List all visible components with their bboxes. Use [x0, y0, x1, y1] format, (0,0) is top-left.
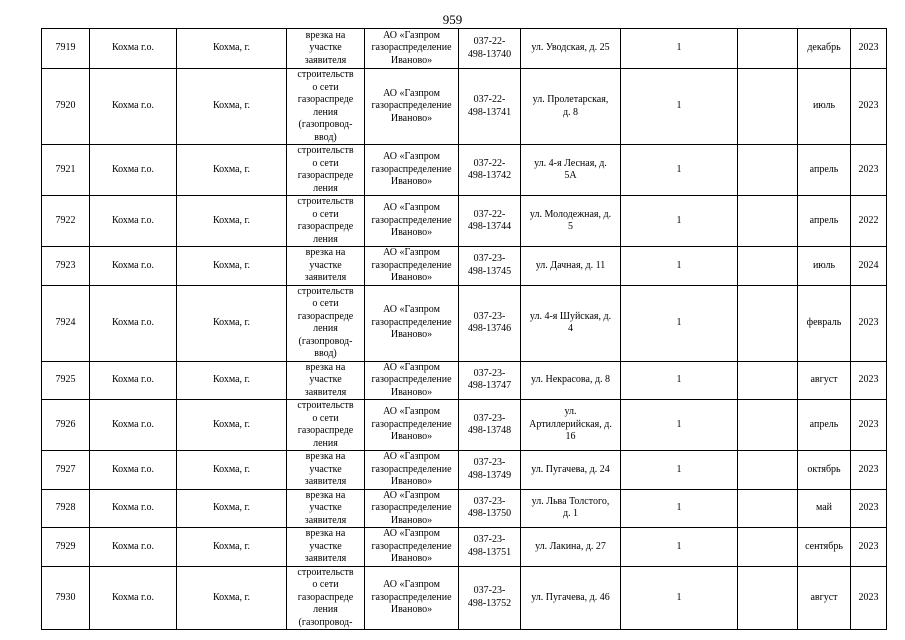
work-type-cell-text: врезка на участке заявителя — [304, 29, 347, 66]
work-type-cell — [287, 29, 365, 69]
address-cell-text: ул. 4-я Шуйская, д. 4 — [529, 310, 612, 334]
work-type-cell — [287, 566, 365, 630]
quantity-cell — [621, 69, 738, 145]
quantity-cell-text: 1 — [676, 502, 682, 513]
num-cell — [42, 29, 90, 69]
month-cell — [798, 145, 851, 196]
month-cell-text: август — [810, 374, 838, 385]
month-cell-text: февраль — [806, 316, 842, 328]
organization-cell-text: АО «Газпром газораспределение Иваново» — [371, 247, 452, 283]
year-cell-text: 2023 — [858, 591, 879, 603]
address-cell-text: ул. Лакина, д. 27 — [535, 540, 606, 552]
num-cell — [42, 285, 90, 361]
address-cell — [521, 451, 621, 490]
quantity-cell — [621, 528, 738, 567]
month-cell-text: сентябрь — [805, 540, 843, 552]
quantity-cell-text: 1 — [676, 42, 682, 54]
settlement-cell-text: Кохма, г. — [212, 163, 251, 175]
settlement-cell-text: Кохма, г. — [212, 214, 251, 226]
month-cell-text: октябрь — [807, 463, 841, 475]
extra-cell — [738, 285, 798, 361]
organization-cell — [365, 247, 459, 286]
num-cell-text: 7924 — [55, 316, 76, 328]
work-type-cell — [287, 247, 365, 286]
extra-cell — [738, 69, 798, 145]
address-cell — [521, 489, 621, 528]
settlement-cell-text: Кохма, г. — [212, 418, 251, 430]
work-type-cell-text: строительств о сети газораспреде ления — [297, 145, 354, 194]
code-cell — [459, 566, 521, 630]
code-cell-text: 037-23- 498-13748 — [467, 412, 512, 436]
district-cell-text: Кохма г.о. — [111, 418, 155, 430]
year-cell-text: 2023 — [858, 374, 879, 385]
organization-cell-text: АО «Газпром газораспределение Иваново» — [371, 579, 452, 615]
month-cell-text: апрель — [809, 214, 839, 226]
num-cell-text: 7930 — [55, 591, 76, 603]
address-cell-text: ул. Уводская, д. 25 — [531, 42, 610, 54]
address-cell — [521, 566, 621, 630]
num-cell — [42, 566, 90, 630]
quantity-cell — [621, 285, 738, 361]
year-cell-text: 2023 — [858, 418, 879, 430]
num-cell-text: 7925 — [55, 374, 76, 385]
table-row — [42, 451, 887, 490]
quantity-cell-text: 1 — [676, 540, 682, 552]
settlement-cell — [177, 528, 287, 567]
settlement-cell — [177, 451, 287, 490]
district-cell-text: Кохма г.о. — [111, 540, 155, 552]
year-cell-text: 2023 — [858, 100, 879, 112]
num-cell — [42, 196, 90, 247]
address-cell-text: ул. 4-я Лесная, д. 5А — [534, 157, 607, 181]
district-cell — [90, 196, 177, 247]
code-cell-text: 037-23- 498-13746 — [467, 310, 512, 334]
organization-cell — [365, 145, 459, 196]
num-cell — [42, 361, 90, 400]
work-type-cell — [287, 400, 365, 451]
organization-cell — [365, 489, 459, 528]
extra-cell — [738, 247, 798, 286]
code-cell-text: 037-22- 498-13740 — [467, 36, 512, 60]
work-type-cell — [287, 451, 365, 490]
year-cell — [851, 566, 887, 630]
month-cell — [798, 29, 851, 69]
table-body — [42, 29, 887, 630]
num-cell — [42, 69, 90, 145]
organization-cell-text: АО «Газпром газораспределение Иваново» — [371, 304, 452, 341]
num-cell-text: 7920 — [55, 100, 76, 112]
quantity-cell-text: 1 — [676, 591, 682, 603]
district-cell-text: Кохма г.о. — [111, 316, 155, 328]
year-cell — [851, 451, 887, 490]
quantity-cell — [621, 247, 738, 286]
month-cell-text: апрель — [809, 418, 839, 430]
code-cell-text: 037-23- 498-13750 — [467, 495, 512, 520]
code-cell — [459, 451, 521, 490]
organization-cell-text: АО «Газпром газораспределение Иваново» — [371, 202, 452, 239]
code-cell — [459, 145, 521, 196]
organization-cell — [365, 29, 459, 69]
month-cell — [798, 247, 851, 286]
district-cell-text: Кохма г.о. — [111, 591, 155, 603]
extra-cell — [738, 29, 798, 69]
organization-cell — [365, 69, 459, 145]
address-cell-text: ул. Льва Толстого, д. 1 — [531, 495, 610, 520]
district-cell-text: Кохма г.о. — [111, 163, 155, 175]
num-cell-text: 7929 — [55, 540, 76, 552]
settlement-cell — [177, 361, 287, 400]
code-cell-text: 037-23- 498-13749 — [467, 457, 512, 481]
year-cell — [851, 489, 887, 528]
organization-cell — [365, 400, 459, 451]
organization-cell-text: АО «Газпром газораспределение Иваново» — [371, 406, 452, 443]
year-cell-text: 2023 — [858, 463, 879, 475]
organization-cell — [365, 528, 459, 567]
quantity-cell — [621, 29, 738, 69]
district-cell — [90, 69, 177, 145]
year-cell-text: 2023 — [858, 42, 879, 54]
settlement-cell-text: Кохма, г. — [212, 100, 251, 112]
work-type-cell-text: врезка на участке заявителя — [304, 528, 347, 564]
year-cell-text: 2024 — [858, 259, 879, 271]
district-cell — [90, 145, 177, 196]
year-cell-text: 2023 — [858, 316, 879, 328]
organization-cell-text: АО «Газпром газораспределение Иваново» — [371, 451, 452, 487]
work-type-cell-text: строительств о сети газораспреде ления (газопровод- ввод) — [297, 285, 354, 359]
year-cell-text: 2023 — [858, 163, 879, 175]
settlement-cell — [177, 285, 287, 361]
organization-cell-text: АО «Газпром газораспределение Иваново» — [371, 29, 452, 66]
month-cell — [798, 528, 851, 567]
extra-cell — [738, 566, 798, 630]
settlement-cell-text: Кохма, г. — [212, 502, 251, 513]
code-cell — [459, 400, 521, 451]
extra-cell — [738, 451, 798, 490]
month-cell — [798, 361, 851, 400]
code-cell — [459, 196, 521, 247]
organization-cell-text: АО «Газпром газораспределение Иваново» — [371, 489, 452, 526]
num-cell-text: 7923 — [55, 259, 76, 271]
address-cell — [521, 528, 621, 567]
year-cell — [851, 247, 887, 286]
organization-cell — [365, 285, 459, 361]
month-cell — [798, 566, 851, 630]
settlement-cell-text: Кохма, г. — [212, 374, 251, 385]
address-cell-text: ул. Артиллерийская, д. 16 — [529, 406, 612, 443]
table-row — [42, 247, 887, 286]
organization-cell-text: АО «Газпром газораспределение Иваново» — [371, 361, 452, 398]
num-cell — [42, 451, 90, 490]
page-number: 959 — [442, 12, 463, 27]
work-type-cell-text: строительств о сети газораспреде ления — [297, 400, 354, 449]
quantity-cell-text: 1 — [676, 316, 682, 328]
code-cell — [459, 69, 521, 145]
district-cell-text: Кохма г.о. — [111, 259, 155, 271]
num-cell-text: 7927 — [55, 463, 76, 475]
district-cell — [90, 528, 177, 567]
work-type-cell — [287, 285, 365, 361]
num-cell-text: 7926 — [55, 418, 76, 430]
year-cell-text: 2023 — [858, 502, 879, 513]
month-cell-text: июль — [812, 100, 836, 112]
table-row — [42, 29, 887, 69]
work-type-cell — [287, 528, 365, 567]
code-cell-text: 037-22- 498-13744 — [467, 208, 512, 232]
table-row — [42, 489, 887, 528]
year-cell-text: 2023 — [858, 540, 879, 552]
settlement-cell — [177, 145, 287, 196]
code-cell-text: 037-23- 498-13745 — [467, 253, 512, 277]
year-cell — [851, 196, 887, 247]
settlement-cell — [177, 196, 287, 247]
year-cell — [851, 29, 887, 69]
address-cell-text: ул. Дачная, д. 11 — [535, 259, 606, 271]
district-cell — [90, 489, 177, 528]
district-cell-text: Кохма г.о. — [111, 463, 155, 475]
work-type-cell-text: строительств о сети газораспреде ления (газопровод- — [297, 566, 354, 628]
code-cell-text: 037-23- 498-13747 — [467, 367, 512, 392]
quantity-cell-text: 1 — [676, 418, 682, 430]
register-table — [41, 28, 887, 630]
extra-cell — [738, 361, 798, 400]
code-cell — [459, 247, 521, 286]
work-type-cell — [287, 196, 365, 247]
work-type-cell-text: строительств о сети газораспреде ления — [297, 196, 354, 245]
code-cell — [459, 528, 521, 567]
district-cell-text: Кохма г.о. — [111, 100, 155, 112]
num-cell-text: 7921 — [55, 163, 76, 175]
district-cell — [90, 451, 177, 490]
year-cell — [851, 528, 887, 567]
work-type-cell-text: врезка на участке заявителя — [304, 247, 347, 283]
work-type-cell — [287, 145, 365, 196]
num-cell-text: 7928 — [55, 502, 76, 513]
year-cell — [851, 285, 887, 361]
year-cell — [851, 361, 887, 400]
settlement-cell-text: Кохма, г. — [212, 316, 251, 328]
organization-cell-text: АО «Газпром газораспределение Иваново» — [371, 151, 452, 188]
extra-cell — [738, 196, 798, 247]
month-cell — [798, 196, 851, 247]
district-cell — [90, 361, 177, 400]
address-cell-text: ул. Пугачева, д. 46 — [531, 591, 610, 603]
address-cell — [521, 196, 621, 247]
extra-cell — [738, 489, 798, 528]
address-cell-text: ул. Пугачева, д. 24 — [531, 463, 610, 475]
work-type-cell — [287, 361, 365, 400]
address-cell-text: ул. Некрасова, д. 8 — [530, 374, 611, 385]
address-cell — [521, 400, 621, 451]
settlement-cell-text: Кохма, г. — [212, 463, 251, 475]
num-cell — [42, 145, 90, 196]
address-cell — [521, 247, 621, 286]
settlement-cell — [177, 29, 287, 69]
work-type-cell — [287, 69, 365, 145]
month-cell-text: июль — [812, 259, 836, 271]
year-cell-text: 2022 — [858, 214, 879, 226]
quantity-cell — [621, 489, 738, 528]
year-cell — [851, 145, 887, 196]
district-cell — [90, 400, 177, 451]
extra-cell — [738, 400, 798, 451]
code-cell — [459, 29, 521, 69]
quantity-cell — [621, 400, 738, 451]
organization-cell — [365, 566, 459, 630]
table-row — [42, 566, 887, 630]
address-cell-text: ул. Пролетарская, д. 8 — [532, 94, 609, 118]
quantity-cell — [621, 361, 738, 400]
num-cell-text: 7919 — [55, 42, 76, 54]
month-cell — [798, 285, 851, 361]
work-type-cell-text: строительств о сети газораспреде ления (газопровод- ввод) — [297, 69, 354, 143]
quantity-cell-text: 1 — [676, 374, 682, 385]
district-cell-text: Кохма г.о. — [111, 214, 155, 226]
code-cell-text: 037-23- 498-13751 — [467, 534, 512, 558]
settlement-cell — [177, 400, 287, 451]
settlement-cell-text: Кохма, г. — [212, 540, 251, 552]
month-cell — [798, 69, 851, 145]
num-cell — [42, 528, 90, 567]
num-cell — [42, 247, 90, 286]
organization-cell-text: АО «Газпром газораспределение Иваново» — [371, 528, 452, 564]
organization-cell — [365, 361, 459, 400]
num-cell — [42, 400, 90, 451]
district-cell — [90, 247, 177, 286]
code-cell — [459, 361, 521, 400]
address-cell — [521, 285, 621, 361]
quantity-cell-text: 1 — [676, 100, 682, 112]
settlement-cell — [177, 489, 287, 528]
district-cell — [90, 285, 177, 361]
extra-cell — [738, 145, 798, 196]
year-cell — [851, 69, 887, 145]
settlement-cell-text: Кохма, г. — [212, 42, 251, 54]
table-row — [42, 528, 887, 567]
extra-cell — [738, 528, 798, 567]
month-cell-text: декабрь — [807, 42, 841, 54]
quantity-cell-text: 1 — [676, 214, 682, 226]
district-cell-text: Кохма г.о. — [111, 374, 155, 385]
month-cell — [798, 489, 851, 528]
code-cell-text: 037-22- 498-13741 — [467, 94, 512, 118]
table-row — [42, 361, 887, 400]
quantity-cell — [621, 196, 738, 247]
settlement-cell — [177, 247, 287, 286]
table-row — [42, 285, 887, 361]
settlement-cell-text: Кохма, г. — [212, 259, 251, 271]
quantity-cell-text: 1 — [676, 463, 682, 475]
quantity-cell-text: 1 — [676, 163, 682, 175]
month-cell — [798, 451, 851, 490]
organization-cell — [365, 196, 459, 247]
quantity-cell — [621, 566, 738, 630]
work-type-cell-text: врезка на участке заявителя — [304, 361, 347, 398]
table-row — [42, 400, 887, 451]
district-cell-text: Кохма г.о. — [111, 502, 155, 513]
district-cell-text: Кохма г.о. — [111, 42, 155, 54]
district-cell — [90, 29, 177, 69]
num-cell — [42, 489, 90, 528]
organization-cell — [365, 451, 459, 490]
code-cell-text: 037-23- 498-13752 — [467, 585, 512, 609]
month-cell-text: апрель — [809, 163, 839, 175]
work-type-cell-text: врезка на участке заявителя — [304, 451, 347, 487]
month-cell-text: август — [810, 591, 838, 603]
table-row — [42, 69, 887, 145]
organization-cell-text: АО «Газпром газораспределение Иваново» — [371, 87, 452, 124]
work-type-cell — [287, 489, 365, 528]
year-cell — [851, 400, 887, 451]
settlement-cell-text: Кохма, г. — [212, 591, 251, 603]
code-cell-text: 037-22- 498-13742 — [467, 157, 512, 181]
table-row — [42, 196, 887, 247]
settlement-cell — [177, 69, 287, 145]
address-cell-text: ул. Молодежная, д. 5 — [529, 208, 612, 232]
address-cell — [521, 361, 621, 400]
month-cell-text: май — [815, 502, 833, 513]
district-cell — [90, 566, 177, 630]
num-cell-text: 7922 — [55, 214, 76, 226]
quantity-cell — [621, 145, 738, 196]
settlement-cell — [177, 566, 287, 630]
code-cell — [459, 285, 521, 361]
address-cell — [521, 145, 621, 196]
quantity-cell — [621, 451, 738, 490]
work-type-cell-text: врезка на участке заявителя — [304, 489, 347, 526]
month-cell — [798, 400, 851, 451]
quantity-cell-text: 1 — [676, 259, 682, 271]
address-cell — [521, 69, 621, 145]
table-row — [42, 145, 887, 196]
code-cell — [459, 489, 521, 528]
address-cell — [521, 29, 621, 69]
